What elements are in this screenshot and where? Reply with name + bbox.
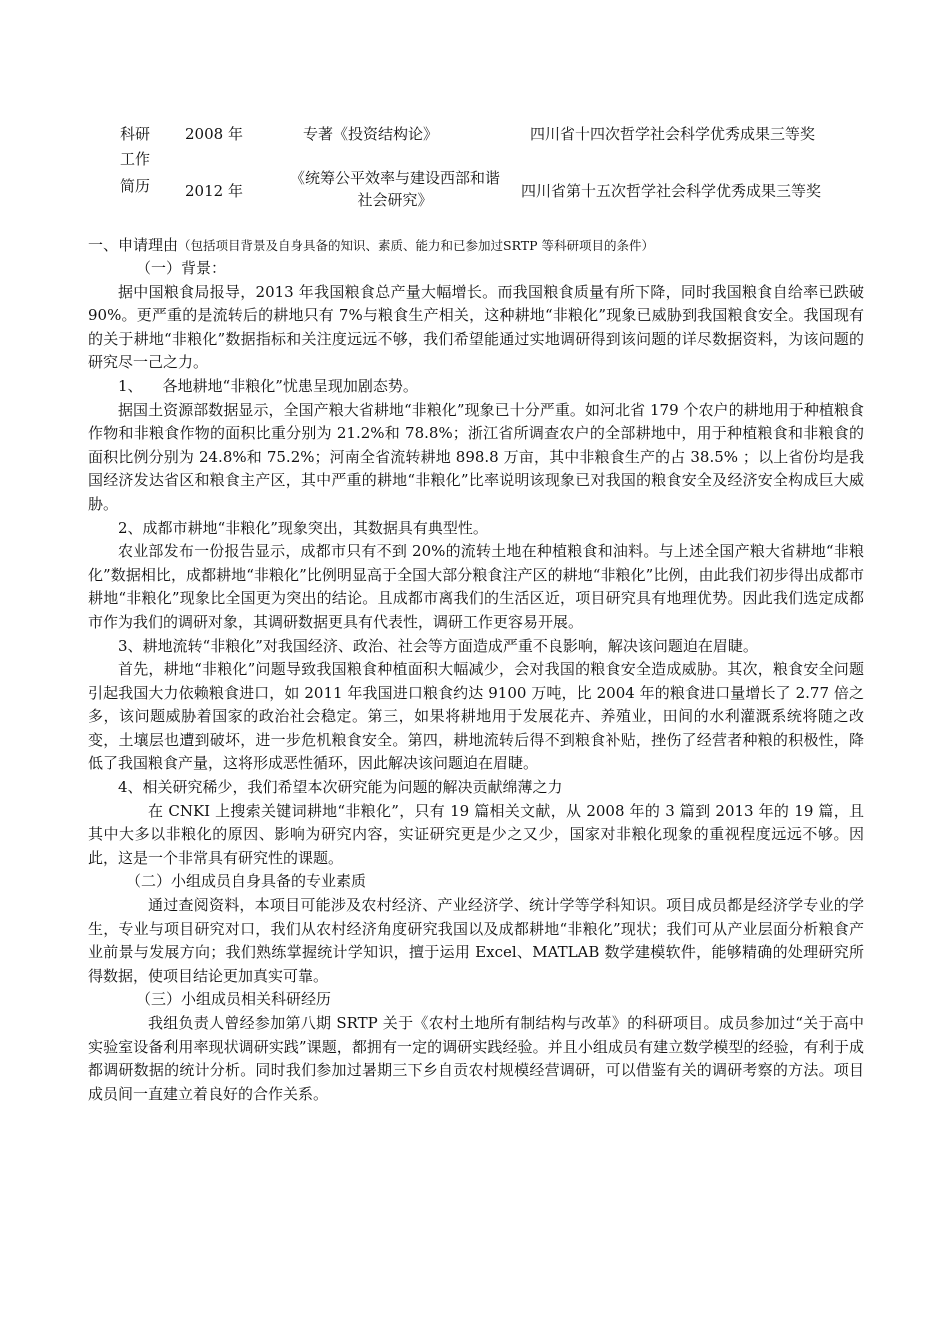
item3-heading: 3、耕地流转“非粮化”对我国经济、政治、社会等方面造成严重不良影响，解决该问题迫在眉睫。 — [118, 636, 758, 655]
background-intro: 据中国粮食局报导，2013 年我国粮食总产量大幅增长。而我国粮食质量有所下降，同时我国粮食自给率已跌破 90%。更严重的是流转后的耕地只有 7%与粮食生产相关，这种耕地“非粮化”现象已威胁到我国粮食安全。我国现有的关于耕地“非粮化”数据指标和关注度远远不够，我们希望能通过实地调研得到该问题的详尽数据资料，为该问题的研究尽一己之力。 — [88, 282, 864, 372]
section-title-text: 一、申请理由 — [88, 236, 179, 254]
resume-row1-year: 2008 年 — [185, 125, 243, 143]
item4-heading: 4、相关研究稀少，我们希望本次研究能为问题的解决贡献绵薄之力 — [118, 778, 563, 797]
application-reason-section — [88, 234, 864, 1106]
resume-row2-work-line-1: 《统筹公平效率与建设西部和谐 — [289, 169, 500, 187]
experience-heading: （三）小组成员相关科研经历 — [136, 990, 332, 1009]
item3-text: 首先，耕地“非粮化”问题导致我国粮食种植面积大幅减少，会对我国的粮食安全造成威胁。其次，粮食安全问题引起我国大力依赖粮食进口，如 2011 年我国进口粮食约达 9100 万吨，比 2004 年的粮食进口量增长了 2.77 倍之多，该问题威胁着国家的政治社会稳定。第三，如果将耕地用于发展花卉、养殖业，田间的水利灌溉系统将随之改变，土壤层也遭到破坏，进一步危机粮食安全。第四，耕地流转后得不到粮食补贴，挫伤了经营者种粮的积极性，降低了我国粮食产量，这将形成恶性循环，因此解决该问题迫在眉睫。 — [88, 660, 864, 773]
resume-row2-work-line-2: 社会研究》 — [357, 191, 433, 209]
item1-number: 1、 — [118, 376, 143, 395]
resume-row1-work: 专著《投资结构论》 — [303, 125, 439, 143]
quality-heading: （二）小组成员自身具备的专业素质 — [126, 872, 367, 891]
item4-text: 在 CNKI 上搜索关键词耕地“非粮化”，只有 19 篇相关文献，从 2008 年的 3 篇到 2013 年的 19 篇，且其中大多以非粮化的原因、影响为研究内容，实证研究更是少之又少，国家对非粮化现象的重视程度远远不够。因此，这是一个非常具有研究性的课题。 — [88, 801, 864, 867]
resume-row2-work — [270, 167, 520, 211]
section-title-note: （包括项目背景及自身具备的知识、素质、能力和已参加过SRTP 等科研项目的条件） — [178, 238, 654, 253]
item1-heading — [88, 375, 864, 399]
resume-label-line-2: 工作 — [120, 150, 151, 168]
resume-label-line-1: 科研 — [120, 125, 151, 143]
item1-title: 各地耕地“非粮化”忧患呈现加剧态势。 — [162, 376, 418, 395]
quality-text: 通过查阅资料，本项目可能涉及农村经济、产业经济学、统计学等学科知识。项目成员都是经济学专业的学生，专业与项目研究对口，我们从农村经济角度研究我国以及成都耕地“非粮化”现状；我们可从产业层面分析粮食产业前景与发展方向；我们熟练掌握统计学知识，擅于运用 Excel、MATLAB 数学建模软件，能够精确的处理研究所得数据，使项目结论更加真实可靠。 — [88, 896, 864, 985]
background-heading: （一）背景： — [136, 259, 227, 277]
item1-text: 据国土资源部数据显示，全国产粮大省耕地“非粮化”现象已十分严重。如河北省 179 个农户的耕地用于种植粮食作物和非粮食作物的面积比重分别为 21.2%和 78.8%；浙江省所调查农户的全部耕地中，用于种植粮食和非粮食的面积比例分别为 24.8%和 75.2%；河南全省流转耕地 898.8 万亩，其中非粮食生产的占 38.5% ；以上省份均是我国经济发达省区和粮食主产区，其中严重的耕地“非粮化”比率说明该现象已对我国的粮食安全及经济安全构成巨大威胁。 — [88, 400, 864, 513]
section-title — [88, 234, 864, 257]
experience-text: 我组负责人曾经参加第八期 SRTP 关于《农村土地所有制结构与改革》的科研项目。成员参加过“关于高中实验室设备利用率现状调研实践”课题，都拥有一定的调研实践经验。并且小组成员有建立数学模型的经验，有利于成都调研数据的统计分析。同时我们参加过暑期三下乡自贡农村规模经营调研，可以借鉴有关的调研考察的方法。项目成员间一直建立着良好的合作关系。 — [88, 1014, 864, 1103]
resume-row1-award: 四川省十四次哲学社会科学优秀成果三等奖 — [530, 125, 816, 143]
resume-row2-year: 2012 年 — [185, 182, 243, 200]
item2-text: 农业部发布一份报告显示，成都市只有不到 20%的流转土地在种植粮食和油料。与上述全国产粮大省耕地“非粮化”数据相比，成都耕地“非粮化”比例明显高于全国大部分粮食注产区的耕地“非粮化”比例，由此我们初步得出成都市耕地“非粮化”现象比全国更为突出的结论。且成都市离我们的生活区近，项目研究具有地理优势。因此我们选定成都市作为我们的调研对象，其调研数据更具有代表性，调研工作更容易开展。 — [88, 542, 864, 631]
resume-label-line-3: 简历 — [120, 177, 151, 195]
item2-heading: 2、成都市耕地“非粮化”现象突出，其数据具有典型性。 — [118, 518, 488, 537]
resume-row2-award: 四川省第十五次哲学社会科学优秀成果三等奖 — [521, 182, 822, 200]
